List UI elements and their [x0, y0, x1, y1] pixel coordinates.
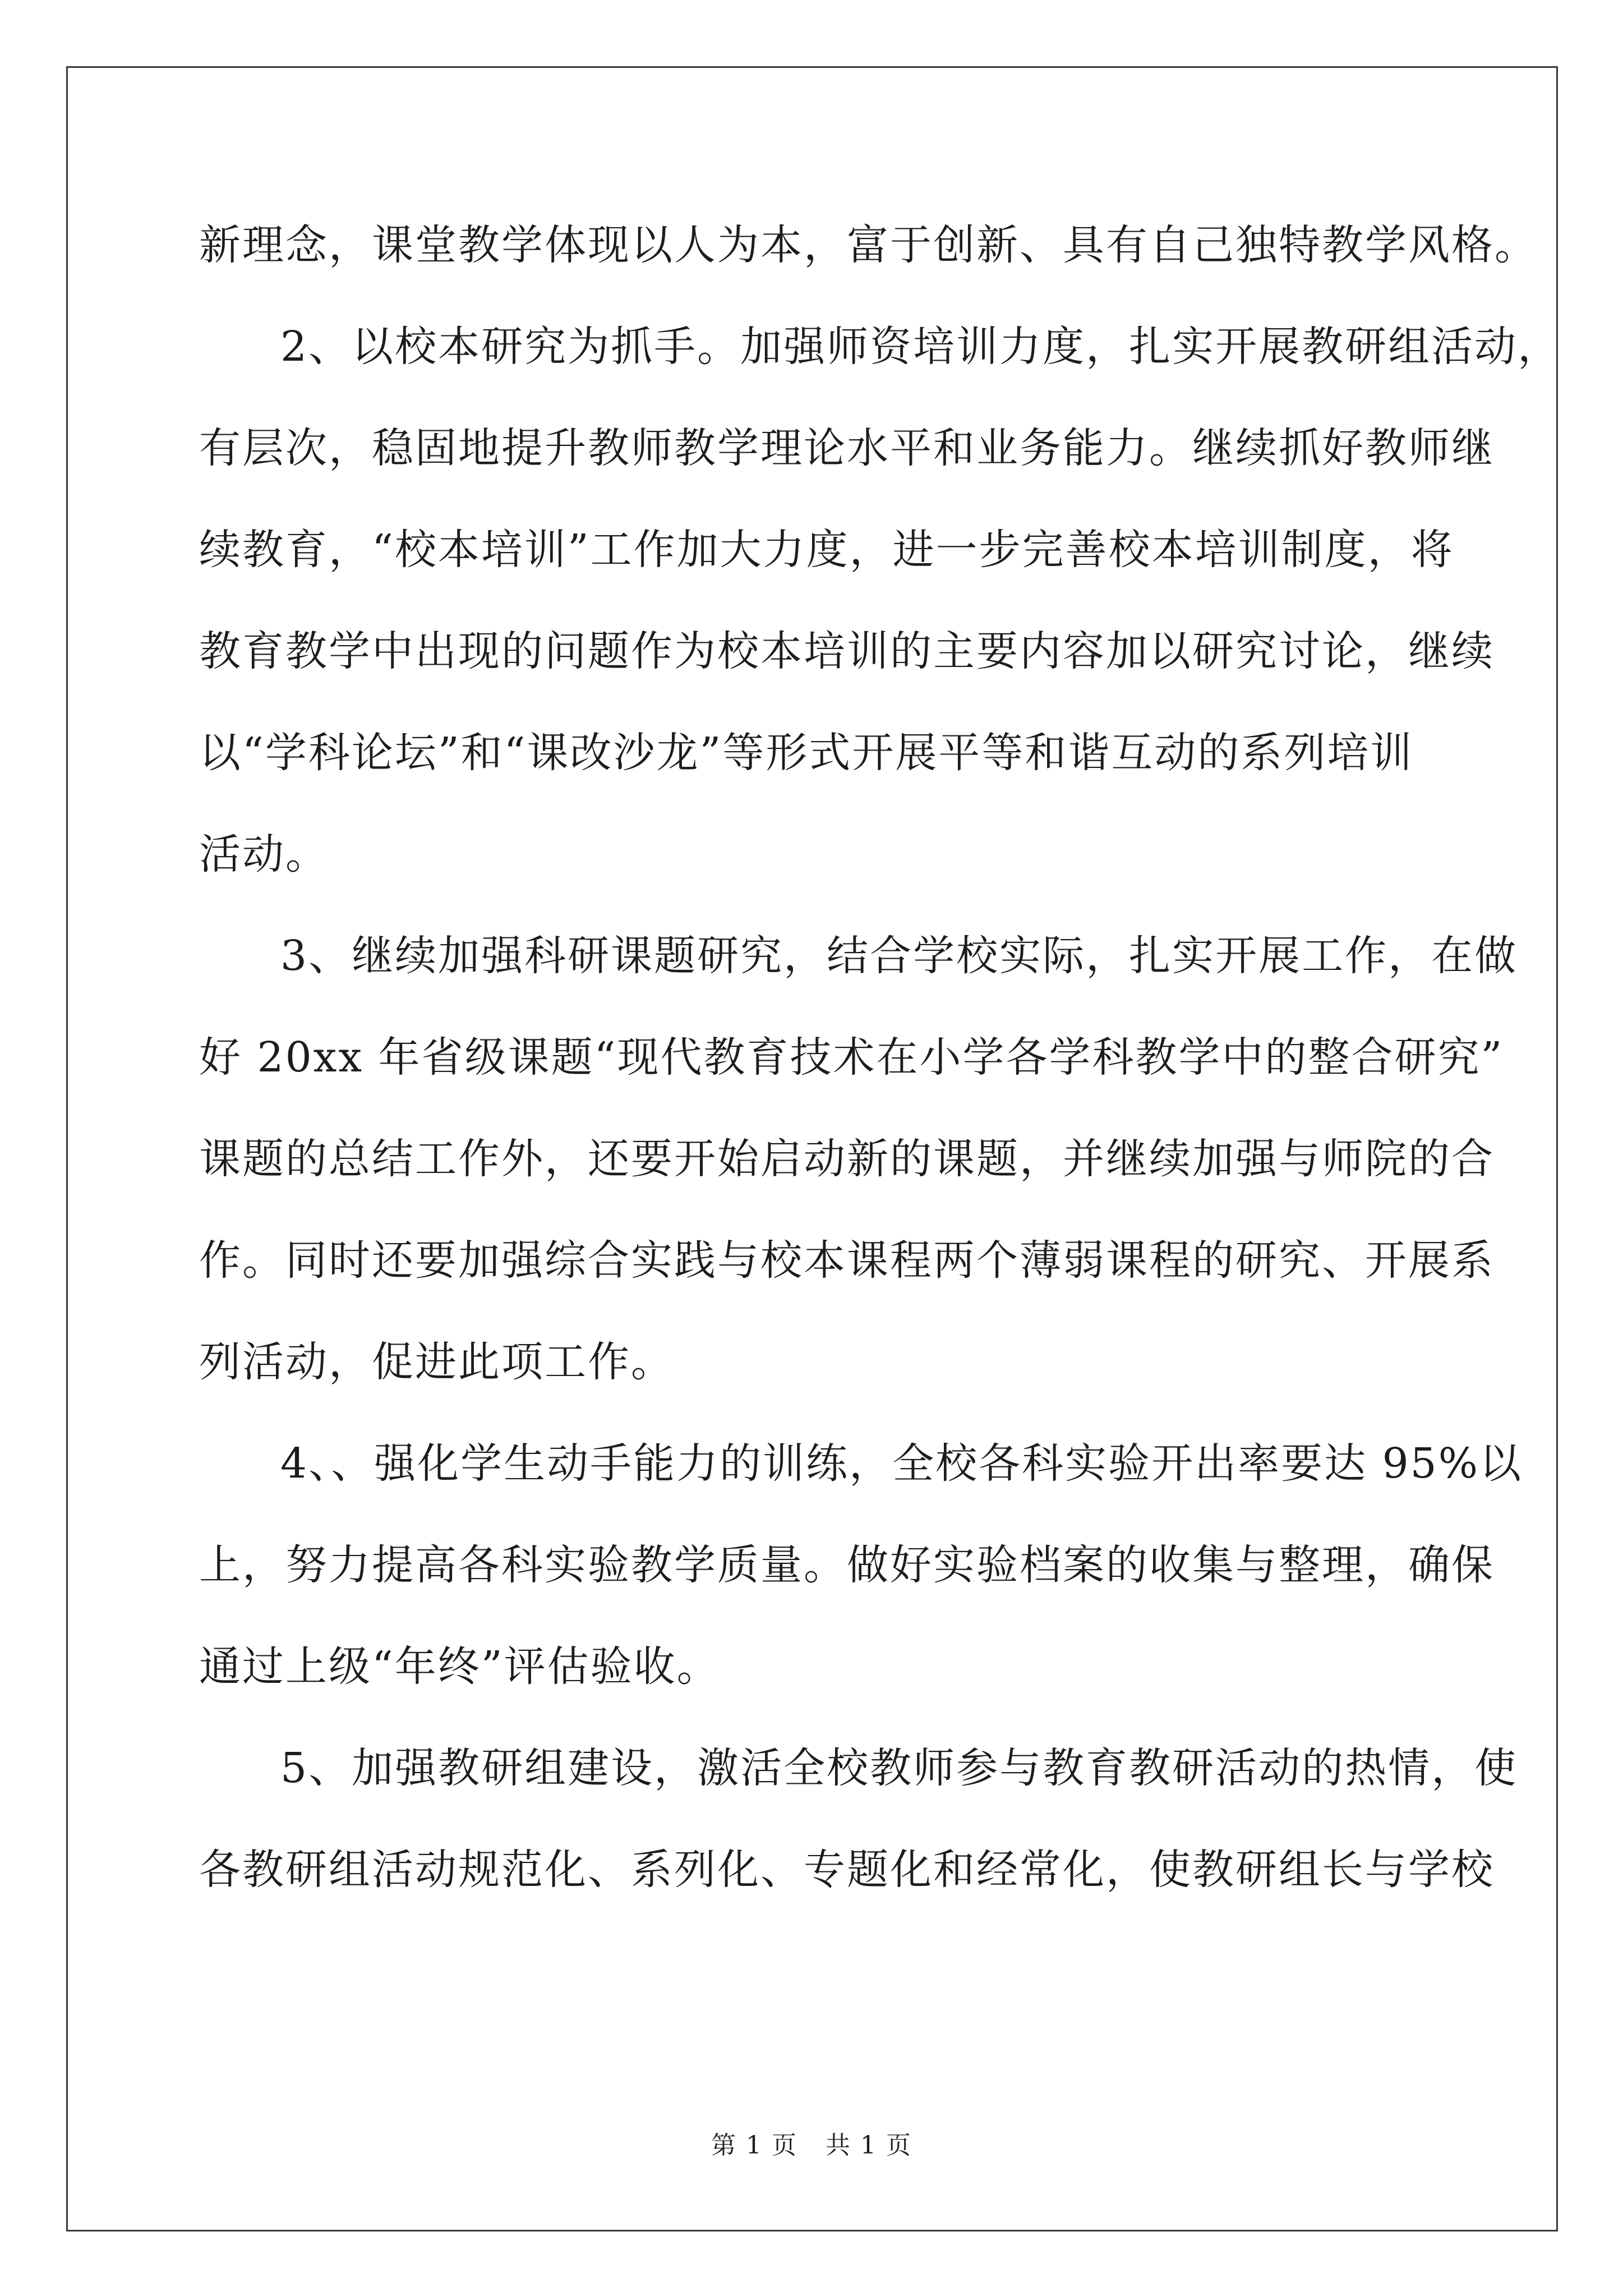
- text-line: 列活动，促进此项工作。: [199, 1338, 674, 1386]
- text-line: 好 20xx 年省级课题“现代教育技术在小学各学科教学中的整合研究”: [199, 1033, 1504, 1082]
- paragraph-4-start: 4、、强化学生动手能力的训练，全校各科实验开出率要达 95%以: [280, 1439, 1523, 1488]
- text-line: 新理念，课堂教学体现以人为本，富于创新、具有自己独特教学风格。: [199, 221, 1538, 269]
- page-number: 第 1 页: [711, 2131, 797, 2160]
- text-line: 各教研组活动规范化、系列化、专题化和经常化，使教研组长与学校: [199, 1846, 1495, 1894]
- text-line: 作。同时还要加强综合实践与校本课程两个薄弱课程的研究、开展系: [199, 1236, 1495, 1285]
- text-line: 课题的总结工作外，还要开始启动新的课题，并继续加强与师院的合: [199, 1135, 1495, 1183]
- page-total: 共 1 页: [826, 2131, 912, 2160]
- text-line: 续教育，“校本培训”工作加大力度，进一步完善校本培训制度，将: [199, 526, 1454, 574]
- paragraph-5-start: 5、加强教研组建设，激活全校教师参与教育教研活动的热情，使: [280, 1744, 1518, 1792]
- text-line: 教育教学中出现的问题作为校本培训的主要内容加以研究讨论，继续: [199, 627, 1495, 675]
- text-line: 上，努力提高各科实验教学质量。做好实验档案的收集与整理，确保: [199, 1541, 1495, 1589]
- text-line: 以“学科论坛”和“课改沙龙”等形式开展平等和谐互动的系列培训: [199, 729, 1414, 777]
- paragraph-2-start: 2、以校本研究为抓手。加强师资培训力度，扎实开展教研组活动，: [280, 323, 1561, 371]
- paragraph-3-start: 3、继续加强科研课题研究，结合学校实际，扎实开展工作，在做: [280, 932, 1518, 980]
- text-line: 通过上级“年终”评估验收。: [199, 1642, 720, 1691]
- text-line: 活动。: [199, 830, 329, 878]
- page-footer: [0, 2129, 1623, 2162]
- text-line: 有层次，稳固地提升教师教学理论水平和业务能力。继续抓好教师继: [199, 424, 1495, 472]
